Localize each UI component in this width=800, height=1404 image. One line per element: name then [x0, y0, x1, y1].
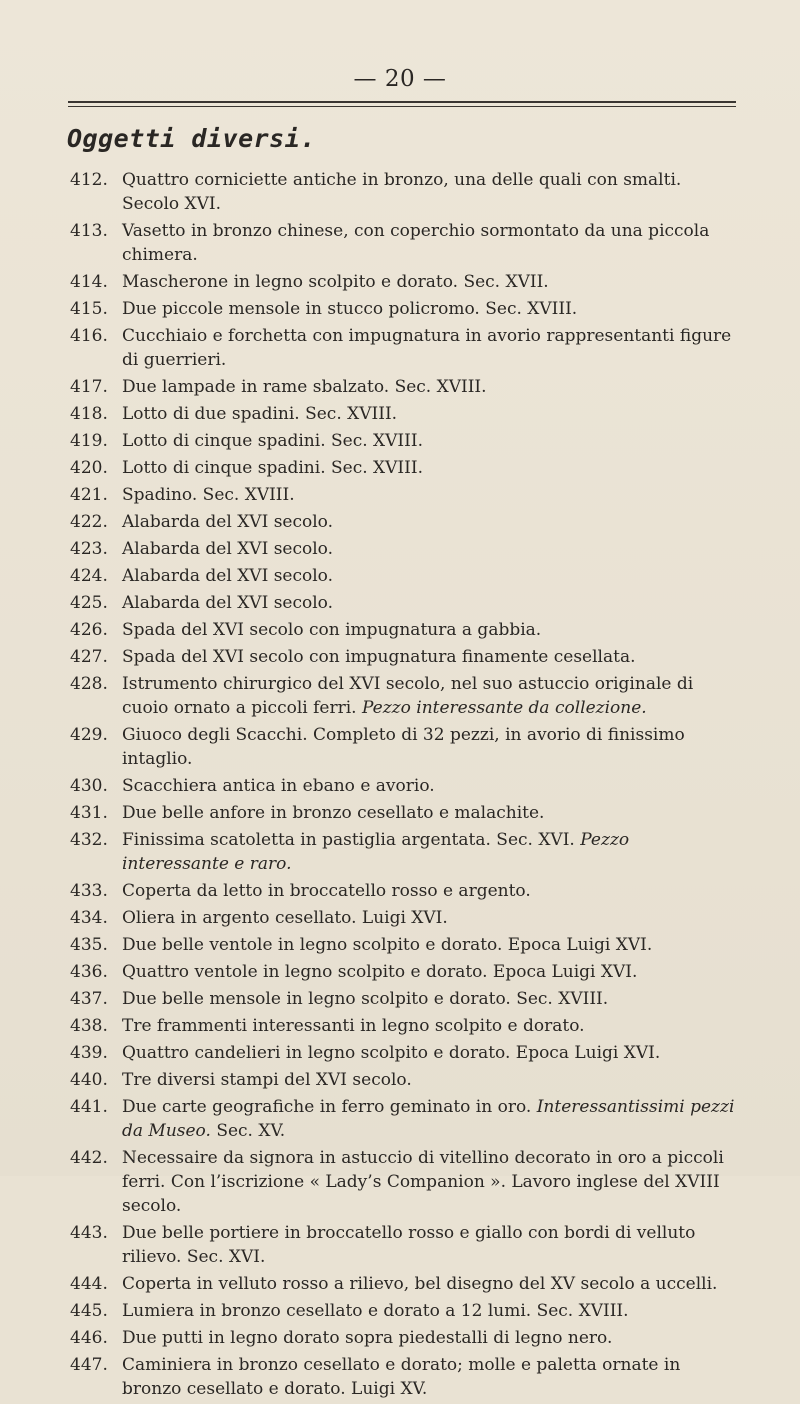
entry-number: 436.: [70, 962, 108, 982]
entry-text: [122, 1353, 740, 1401]
entry-number: 424.: [70, 566, 108, 586]
list-item: [70, 933, 740, 957]
entry-description: Coperta da letto in broccatello rosso e argento.: [122, 881, 531, 901]
list-item: [70, 879, 740, 903]
entry-description: Finissima scatoletta in pastiglia argentata. Sec. XVI.: [122, 830, 575, 850]
entry-description: Quattro corniciette antiche in bronzo, una delle quali con smalti. Secolo XVI.: [122, 170, 682, 214]
entry-number: 439.: [70, 1043, 108, 1063]
list-item: [70, 375, 740, 399]
entry-number: 422.: [70, 512, 108, 532]
entry-description: Giuoco degli Scacchi. Completo di 32 pezzi, in avorio di finissimo intaglio.: [122, 725, 685, 769]
entry-number: 446.: [70, 1328, 108, 1348]
page-number: — 20 —: [353, 66, 447, 92]
entry-text: [122, 906, 740, 930]
list-item: [70, 429, 740, 453]
entry-description: Due putti in legno dorato sopra piedestalli di legno nero.: [122, 1328, 613, 1348]
entry-text: [122, 591, 740, 615]
entry-date: Sec. XV.: [216, 1121, 286, 1141]
entry-description: Tre frammenti interessanti in legno scolpito e dorato.: [122, 1016, 585, 1036]
entry-description: Due lampade in rame sbalzato. Sec. XVIII.: [122, 377, 487, 397]
entry-description: Spada del XVI secolo con impugnatura finamente cesellata.: [122, 647, 636, 667]
entry-text: [122, 564, 740, 588]
entry-number: 437.: [70, 989, 108, 1009]
entry-number: 427.: [70, 647, 108, 667]
entry-description: Quattro candelieri in legno scolpito e dorato. Epoca Luigi XVI.: [122, 1043, 661, 1063]
list-item: [70, 219, 740, 267]
entry-description: Oliera in argento cesellato. Luigi XVI.: [122, 908, 448, 928]
entry-number: 447.: [70, 1355, 108, 1375]
entry-description: Due belle ventole in legno scolpito e dorato. Epoca Luigi XVI.: [122, 935, 653, 955]
entry-text: [122, 879, 740, 903]
list-item: [70, 723, 740, 771]
list-item: [70, 1221, 740, 1269]
entry-text: [122, 1014, 740, 1038]
entry-number: 442.: [70, 1148, 108, 1168]
entry-number: 425.: [70, 593, 108, 613]
entry-description: Alabarda del XVI secolo.: [122, 593, 334, 613]
entry-description: Lotto di cinque spadini. Sec. XVIII.: [122, 431, 423, 451]
entry-text: [122, 270, 740, 294]
entry-number: 423.: [70, 539, 108, 559]
entry-text: [122, 618, 740, 642]
entry-text: [122, 1272, 740, 1296]
entry-number: 443.: [70, 1223, 108, 1243]
entry-text: [122, 828, 740, 876]
entry-number: 438.: [70, 1016, 108, 1036]
entry-description: Spadino. Sec. XVIII.: [122, 485, 295, 505]
entry-list: [70, 168, 740, 1404]
entry-description: Istrumento chirurgico del XVI secolo, nel suo astuccio originale di cuoio ornato a piccoli ferri.: [122, 674, 694, 718]
list-item: [70, 1146, 740, 1218]
entry-description: Due piccole mensole in stucco policromo. Sec. XVIII.: [122, 299, 578, 319]
entry-number: 419.: [70, 431, 108, 451]
entry-description: Caminiera in bronzo cesellato e dorato; molle e paletta ornate in bronzo cesellato e dorato. Luigi XV.: [122, 1355, 681, 1399]
list-item: [70, 960, 740, 984]
entry-description: Coperta in velluto rosso a rilievo, bel disegno del XV secolo a uccelli.: [122, 1274, 718, 1294]
entry-description: Vasetto in bronzo chinese, con coperchio sormontato da una piccola chimera.: [122, 221, 710, 265]
entry-number: 418.: [70, 404, 108, 424]
entry-note-italic: Pezzo interessante da collezione.: [361, 698, 647, 718]
list-item: [70, 1095, 740, 1143]
list-item: [70, 510, 740, 534]
entry-description: Lumiera in bronzo cesellato e dorato a 12 lumi. Sec. XVIII.: [122, 1301, 629, 1321]
list-item: [70, 987, 740, 1011]
list-item: [70, 1272, 740, 1296]
list-item: [70, 537, 740, 561]
entry-number: 441.: [70, 1097, 108, 1117]
list-item: [70, 1326, 740, 1350]
entry-text: [122, 1146, 740, 1218]
section-title: Oggetti diversi.: [67, 124, 316, 153]
list-item: [70, 168, 740, 216]
entry-number: 444.: [70, 1274, 108, 1294]
entry-number: 430.: [70, 776, 108, 796]
entry-description: Tre diversi stampi del XVI secolo.: [122, 1070, 412, 1090]
entry-description: Necessaire da signora in astuccio di vitellino decorato in oro a piccoli ferri. Con l’iscrizione « Lady’s Companion ». Lavoro inglese del XVIII secolo.: [122, 1148, 724, 1216]
entry-text: [122, 774, 740, 798]
entry-description: Due carte geografiche in ferro geminato in oro.: [122, 1097, 532, 1117]
entry-number: 420.: [70, 458, 108, 478]
list-item: [70, 1041, 740, 1065]
entry-number: 421.: [70, 485, 108, 505]
entry-text: [122, 375, 740, 399]
list-item: [70, 324, 740, 372]
entry-number: 412.: [70, 170, 108, 190]
list-item: [70, 906, 740, 930]
entry-description: Due belle anfore in bronzo cesellato e malachite.: [122, 803, 545, 823]
entry-text: [122, 483, 740, 507]
entry-description: Alabarda del XVI secolo.: [122, 512, 334, 532]
entry-number: 416.: [70, 326, 108, 346]
entry-description: Scacchiera antica in ebano e avorio.: [122, 776, 435, 796]
entry-number: 426.: [70, 620, 108, 640]
entry-description: Lotto di due spadini. Sec. XVIII.: [122, 404, 398, 424]
entry-number: 440.: [70, 1070, 108, 1090]
entry-text: [122, 960, 740, 984]
entry-text: [122, 510, 740, 534]
entry-description: Quattro ventole in legno scolpito e dorato. Epoca Luigi XVI.: [122, 962, 638, 982]
entry-text: [122, 1095, 740, 1143]
entry-description: Spada del XVI secolo con impugnatura a gabbia.: [122, 620, 542, 640]
header-rule: [68, 101, 736, 103]
entry-number: 431.: [70, 803, 108, 823]
list-item: [70, 483, 740, 507]
entry-description: Alabarda del XVI secolo.: [122, 566, 334, 586]
entry-text: [122, 1299, 740, 1323]
entry-text: [122, 645, 740, 669]
entry-text: [122, 402, 740, 426]
entry-number: 432.: [70, 830, 108, 850]
entry-text: [122, 429, 740, 453]
list-item: [70, 801, 740, 825]
entry-number: 413.: [70, 221, 108, 241]
entry-text: [122, 801, 740, 825]
entry-number: 433.: [70, 881, 108, 901]
entry-number: 414.: [70, 272, 108, 292]
entry-text: [122, 219, 740, 267]
list-item: [70, 618, 740, 642]
list-item: [70, 402, 740, 426]
list-item: [70, 828, 740, 876]
list-item: [70, 564, 740, 588]
list-item: [70, 1014, 740, 1038]
entry-text: [122, 1041, 740, 1065]
list-item: [70, 456, 740, 480]
entry-text: [122, 723, 740, 771]
entry-description: Alabarda del XVI secolo.: [122, 539, 334, 559]
entry-text: [122, 324, 740, 372]
list-item: [70, 645, 740, 669]
entry-text: [122, 456, 740, 480]
entry-note-italic: Interessantissimi pezzi da Museo.: [122, 1097, 735, 1141]
entry-description: Cucchiaio e forchetta con impugnatura in avorio rappresentanti figure di guerrieri.: [122, 326, 732, 370]
entry-text: [122, 1221, 740, 1269]
entry-text: [122, 537, 740, 561]
entry-number: 434.: [70, 908, 108, 928]
entry-text: [122, 1326, 740, 1350]
entry-number: 435.: [70, 935, 108, 955]
entry-text: [122, 672, 740, 720]
entry-description: Lotto di cinque spadini. Sec. XVIII.: [122, 458, 423, 478]
entry-text: [122, 1068, 740, 1092]
entry-number: 429.: [70, 725, 108, 745]
list-item: [70, 1299, 740, 1323]
entry-text: [122, 933, 740, 957]
entry-note-italic: Pezzo interessante e raro.: [122, 830, 630, 874]
list-item: [70, 297, 740, 321]
entry-number: 415.: [70, 299, 108, 319]
list-item: [70, 774, 740, 798]
entry-text: [122, 297, 740, 321]
list-item: [70, 591, 740, 615]
entry-description: Due belle portiere in broccatello rosso e giallo con bordi di velluto rilievo. Sec. XVI.: [122, 1223, 696, 1267]
header-rule-thin: [68, 106, 736, 107]
list-item: [70, 672, 740, 720]
entry-number: 417.: [70, 377, 108, 397]
entry-number: 428.: [70, 674, 108, 694]
list-item: [70, 270, 740, 294]
entry-text: [122, 168, 740, 216]
entry-text: [122, 987, 740, 1011]
entry-description: Due belle mensole in legno scolpito e dorato. Sec. XVIII.: [122, 989, 609, 1009]
list-item: [70, 1353, 740, 1401]
entry-number: 445.: [70, 1301, 108, 1321]
list-item: [70, 1068, 740, 1092]
entry-description: Mascherone in legno scolpito e dorato. Sec. XVII.: [122, 272, 549, 292]
